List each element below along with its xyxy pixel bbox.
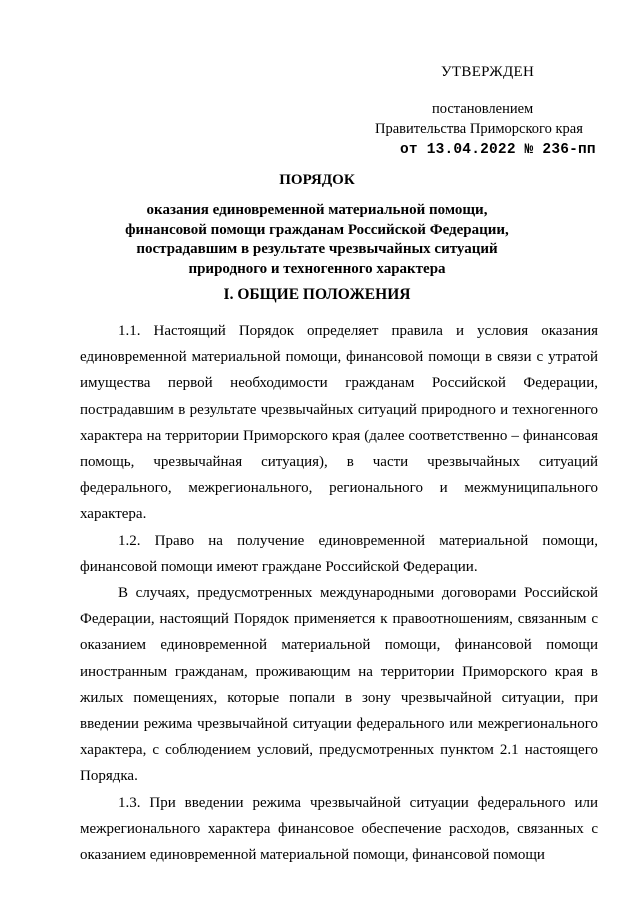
subtitle-line: природного и техногенного характера <box>188 260 446 277</box>
subtitle-line: финансовой помощи гражданам Российской Федерации, <box>125 221 509 238</box>
paragraph-1-3: 1.3. При введении режима чрезвычайной ситуации федерального или межрегионального характера финансовое обеспечение расходов, связанных с оказанием единовременной материальной помощи, финансовой помощи <box>80 794 598 864</box>
decree-number: от 13.04.2022 № 236-пп <box>400 142 596 158</box>
subtitle-line: оказания единовременной материальной помощи, <box>146 202 488 218</box>
section-heading: I. ОБЩИЕ ПОЛОЖЕНИЯ <box>223 286 411 303</box>
approved-label: УТВЕРЖДЕН <box>441 64 535 80</box>
paragraph-1-2: 1.2. Право на получение единовременной материальной помощи, финансовой помощи имеют граждане Российской Федерации. <box>80 532 598 575</box>
paragraph-1-1: 1.1. Настоящий Порядок определяет правила и условия оказания единовременной материальной помощи, финансовой помощи в связи с утратой имущества первой необходимости гражданам Российской Федерации, пострадавшим в результате чрезвычайных ситуаций природного и техногенного характера на территории Приморского края (далее соответственно – финансовая помощь, чрезвычайная ситуация), в части чрезвычайных ситуаций федерального, межрегионального, регионального и межмуниципального характера. <box>80 323 598 523</box>
document-body <box>80 318 598 868</box>
approved-by-text: постановлением <box>432 101 534 117</box>
paragraph-foreign-citizens: В случаях, предусмотренных международными договорами Российской Федерации, настоящий Порядок применяется к правоотношениям, связанным с оказанием единовременной материальной помощи, финансовой помощи иностранным гражданам, проживающим на территории Приморского края в жилых помещениях, которые попали в зону чрезвычайной ситуации, при введении режима чрезвычайной ситуации федерального или межрегионального характера, с соблюдением условий, предусмотренных пунктом 2.1 настоящего Порядка. <box>80 585 598 785</box>
approved-org-text: Правительства Приморского края <box>375 121 583 137</box>
document-subtitle <box>0 201 634 279</box>
document-title: ПОРЯДОК <box>279 172 355 188</box>
subtitle-line: пострадавшим в результате чрезвычайных ситуаций <box>136 241 498 257</box>
